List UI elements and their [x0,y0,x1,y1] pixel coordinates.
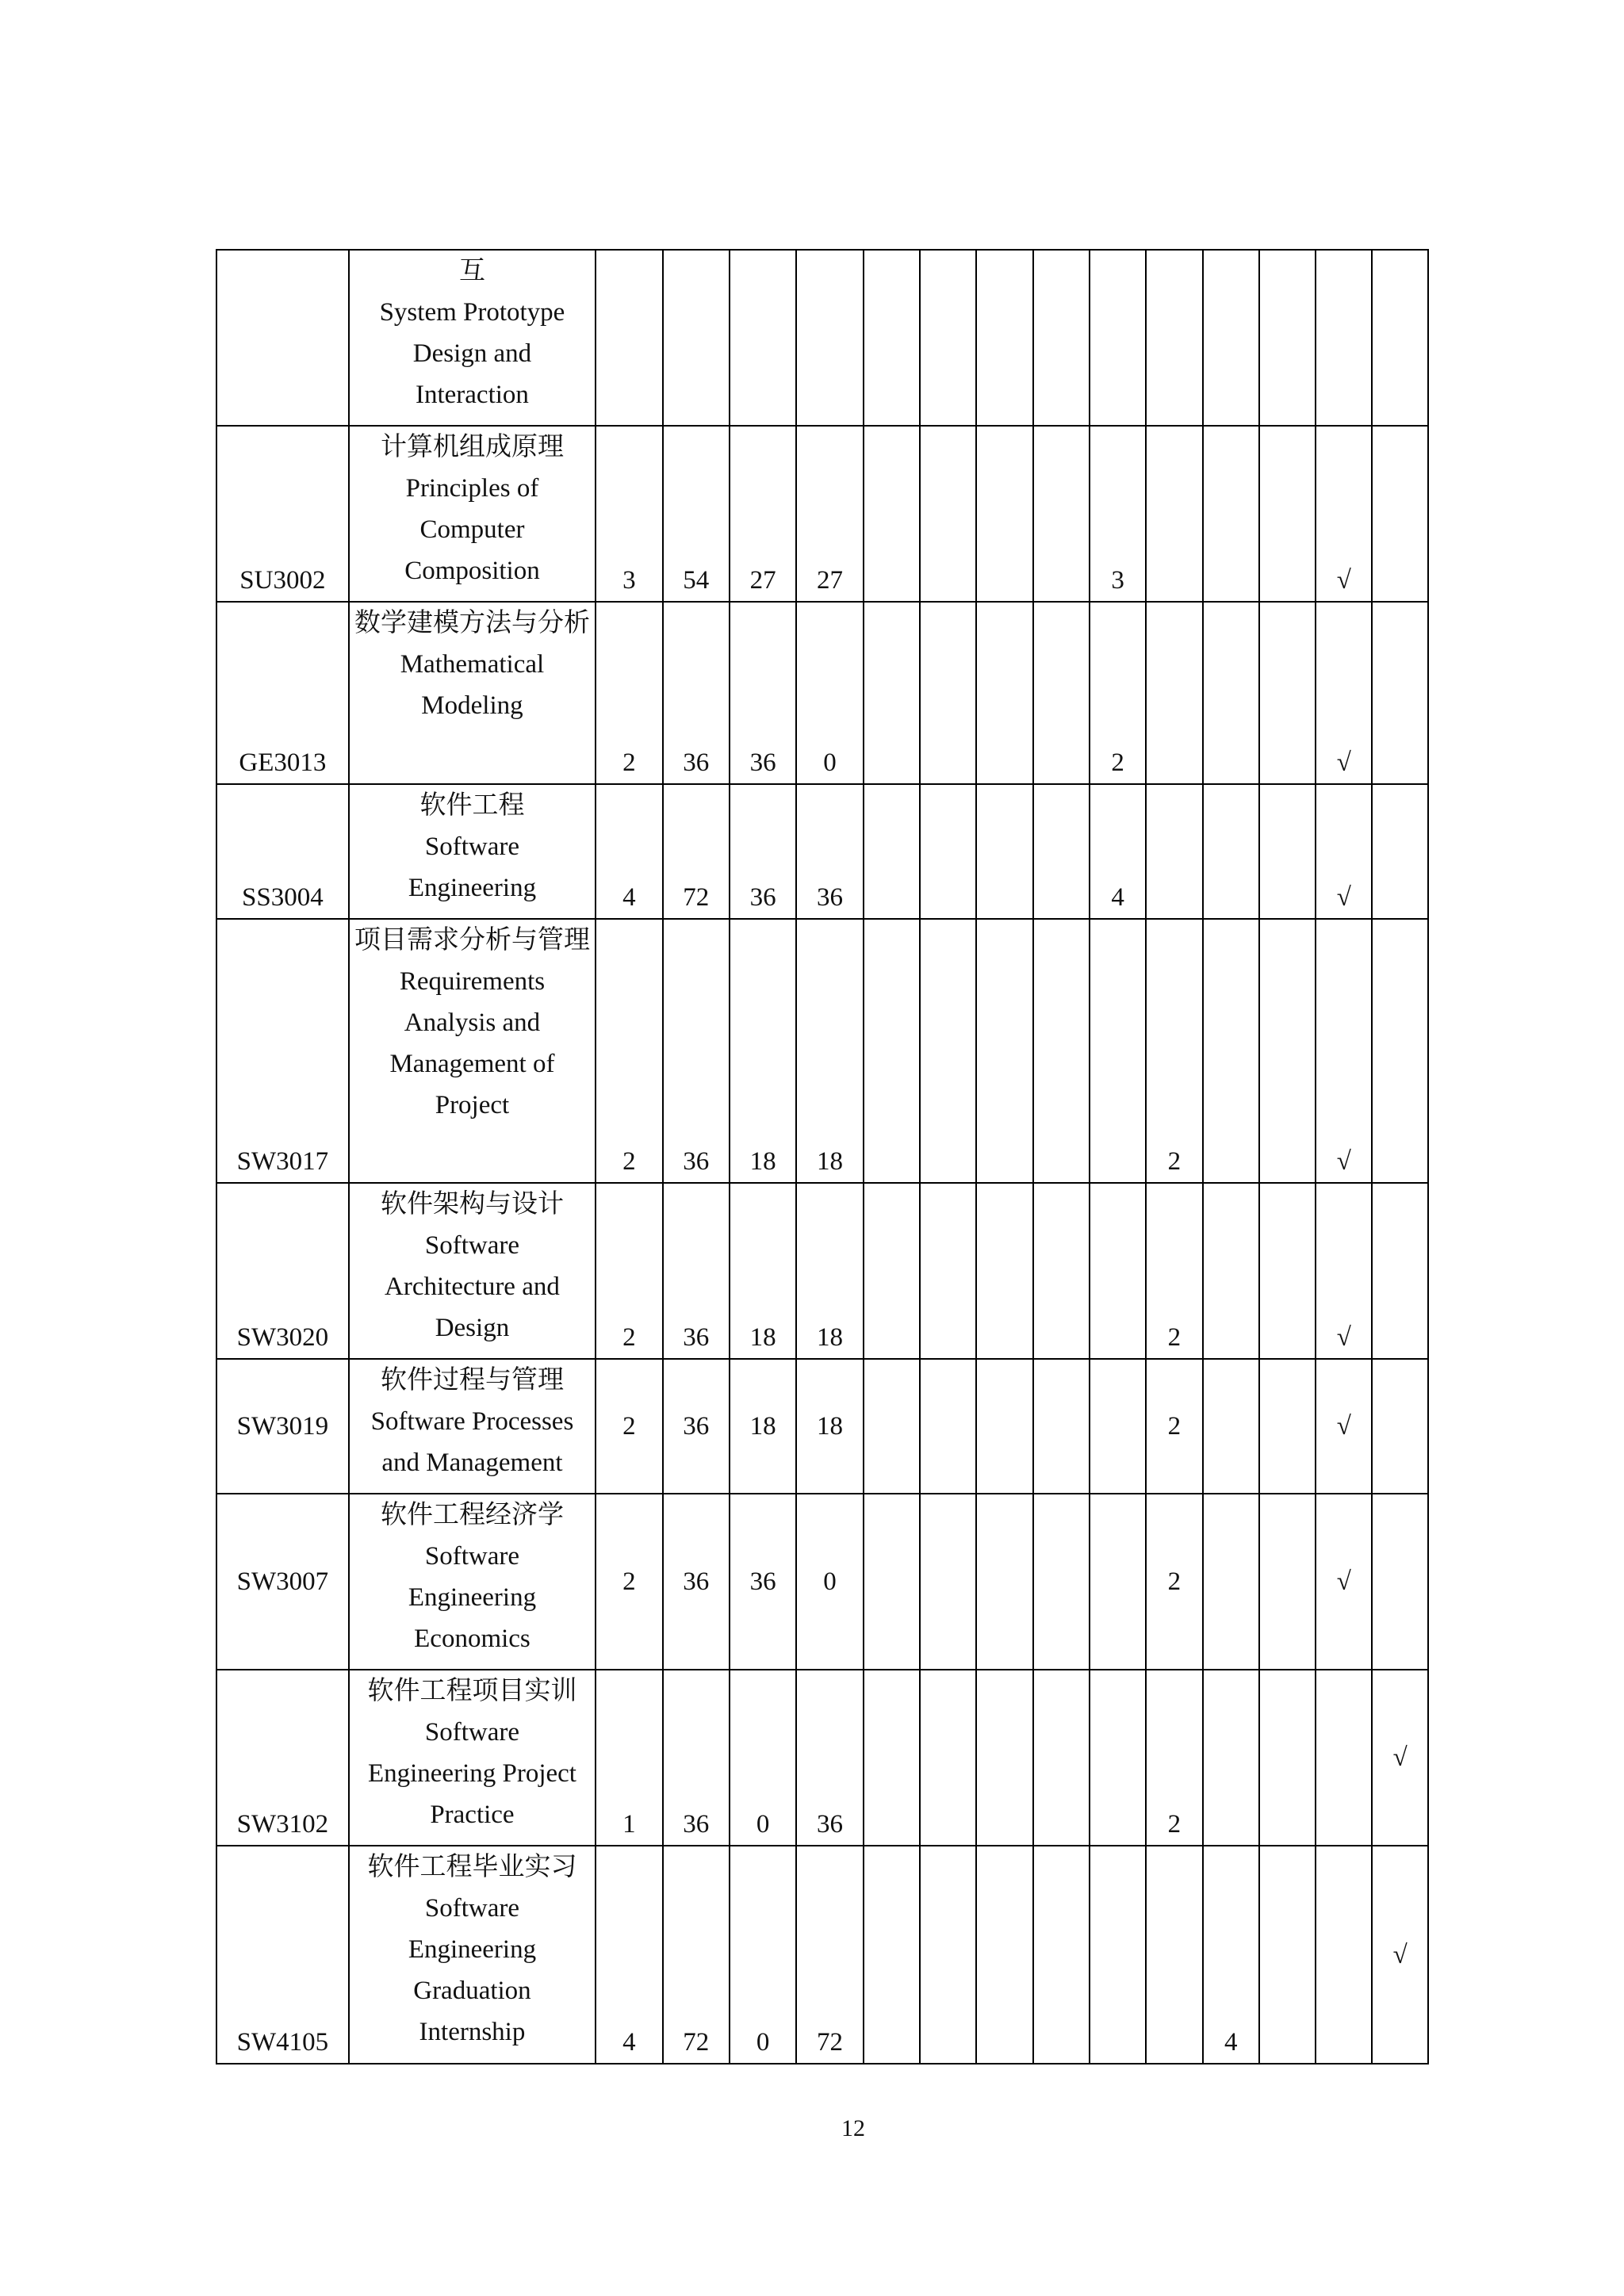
total-hours-cell [663,250,730,426]
check-mark-cell: √ [1372,1846,1428,2064]
course-code [216,250,349,426]
course-name-en: Software Engineering [408,832,537,902]
course-name [349,1183,596,1359]
practice-hours-cell: 18 [796,1359,863,1494]
semester-cell [1316,250,1372,426]
semester-cell [864,1359,920,1494]
check-mark-cell: √ [1316,1494,1372,1670]
semester-cell [1090,1846,1146,2064]
semester-cell [1372,784,1428,919]
semester-cell [1259,1494,1316,1670]
lecture-hours-cell: 0 [730,1846,796,2064]
total-hours-cell: 36 [663,602,730,784]
semester-cell [976,784,1032,919]
semester-cell [1316,1670,1372,1846]
semester-cell [1033,602,1090,784]
semester-cell [920,919,976,1183]
semester-cell [1146,250,1202,426]
semester-cell [864,1494,920,1670]
semester-cell [864,1183,920,1359]
semester-cell [976,1359,1032,1494]
semester-cell: 2 [1146,1670,1202,1846]
practice-hours-cell: 0 [796,602,863,784]
course-code: SW3017 [216,919,349,1183]
lecture-hours-cell: 18 [730,1183,796,1359]
check-mark-cell: √ [1316,919,1372,1183]
credits-cell: 2 [596,919,662,1183]
semester-cell [1146,602,1202,784]
lecture-hours-cell: 36 [730,602,796,784]
semester-cell [976,1670,1032,1846]
semester-cell [920,1494,976,1670]
course-name [349,602,596,784]
semester-cell [1203,1183,1259,1359]
table-row [216,1183,1428,1359]
semester-cell [1146,426,1202,602]
semester-cell: 2 [1146,1494,1202,1670]
semester-cell [1033,919,1090,1183]
semester-cell: 3 [1090,426,1146,602]
credits-cell: 4 [596,1846,662,2064]
check-mark-cell: √ [1316,1183,1372,1359]
course-name-cn: 互 [458,257,485,285]
table-row [216,919,1428,1183]
semester-cell [1090,919,1146,1183]
course-name-en: Software Processes and Management [370,1407,574,1477]
semester-cell [1259,602,1316,784]
semester-cell [1259,1670,1316,1846]
semester-cell [920,1846,976,2064]
course-name-cn: 软件过程与管理 [380,1366,564,1395]
semester-cell [864,919,920,1183]
course-name-en: Principles of Computer Composition [404,474,540,585]
course-name-cn: 软件工程毕业实习 [367,1853,577,1881]
course-code: SW3020 [216,1183,349,1359]
semester-cell [1203,602,1259,784]
credits-cell: 1 [596,1670,662,1846]
credits-cell: 2 [596,1183,662,1359]
semester-cell [920,602,976,784]
total-hours-cell: 36 [663,1670,730,1846]
semester-cell [1372,1494,1428,1670]
table-row [216,784,1428,919]
semester-cell [1033,1183,1090,1359]
course-name [349,1359,596,1494]
check-mark-cell: √ [1372,1670,1428,1846]
course-name-en: Software Architecture and Design [385,1231,560,1342]
table-row [216,1494,1428,1670]
semester-cell [976,426,1032,602]
course-name-en: Mathematical Modeling [400,650,545,720]
semester-cell [976,602,1032,784]
semester-cell [1203,1670,1259,1846]
lecture-hours-cell: 18 [730,919,796,1183]
semester-cell [1033,1670,1090,1846]
credits-cell: 2 [596,1494,662,1670]
table-row [216,1846,1428,2064]
total-hours-cell: 36 [663,1359,730,1494]
semester-cell [864,602,920,784]
page-number: 12 [841,2115,865,2141]
semester-cell [1203,919,1259,1183]
semester-cell [1033,250,1090,426]
course-code: SU3002 [216,426,349,602]
course-name-en: System Prototype Design and Interaction [379,298,565,409]
table-row [216,426,1428,602]
table-row [216,602,1428,784]
check-mark-cell: √ [1316,1359,1372,1494]
semester-cell [1203,1359,1259,1494]
semester-cell [976,919,1032,1183]
course-name [349,1494,596,1670]
semester-cell [920,1359,976,1494]
course-name-en: Requirements Analysis and Management of Project [389,967,555,1119]
semester-cell [1090,1183,1146,1359]
semester-cell [1033,1359,1090,1494]
lecture-hours-cell: 36 [730,1494,796,1670]
credits-cell: 3 [596,426,662,602]
course-name-cn: 计算机组成原理 [380,433,564,461]
semester-cell [920,1670,976,1846]
course-code: SS3004 [216,784,349,919]
practice-hours-cell: 0 [796,1494,863,1670]
practice-hours-cell: 72 [796,1846,863,2064]
credits-cell [596,250,662,426]
course-name [349,784,596,919]
course-name-cn: 软件工程经济学 [380,1501,564,1529]
semester-cell: 2 [1146,1183,1202,1359]
course-name [349,250,596,426]
semester-cell [1033,1846,1090,2064]
practice-hours-cell: 27 [796,426,863,602]
course-code: SW3019 [216,1359,349,1494]
course-code: SW3007 [216,1494,349,1670]
course-code: SW4105 [216,1846,349,2064]
course-name-cn: 数学建模方法与分析 [354,609,590,637]
course-code: GE3013 [216,602,349,784]
semester-cell [1033,1494,1090,1670]
check-mark-cell: √ [1316,426,1372,602]
semester-cell [976,1494,1032,1670]
total-hours-cell: 72 [663,784,730,919]
semester-cell [1259,1359,1316,1494]
semester-cell: 2 [1090,602,1146,784]
semester-cell [864,784,920,919]
semester-cell [920,1183,976,1359]
course-name-en: Software Engineering Economics [408,1542,537,1653]
course-name [349,426,596,602]
course-name [349,1670,596,1846]
semester-cell: 2 [1146,1359,1202,1494]
course-name-cn: 项目需求分析与管理 [354,926,590,955]
semester-cell [1259,250,1316,426]
credits-cell: 2 [596,602,662,784]
practice-hours-cell [796,250,863,426]
semester-cell [920,426,976,602]
semester-cell [1259,919,1316,1183]
course-name-en: Software Engineering Project Practice [367,1718,576,1829]
semester-cell [1259,784,1316,919]
semester-cell [1090,250,1146,426]
lecture-hours-cell [730,250,796,426]
semester-cell [1203,1494,1259,1670]
semester-cell [1033,784,1090,919]
semester-cell [1090,1670,1146,1846]
semester-cell [1146,784,1202,919]
semester-cell [1203,250,1259,426]
semester-cell [1316,1846,1372,2064]
semester-cell [976,1183,1032,1359]
semester-cell [1372,426,1428,602]
semester-cell [976,1846,1032,2064]
total-hours-cell: 36 [663,1494,730,1670]
check-mark-cell: √ [1316,784,1372,919]
check-mark-cell: √ [1316,602,1372,784]
practice-hours-cell: 36 [796,784,863,919]
semester-cell [864,426,920,602]
credits-cell: 4 [596,784,662,919]
lecture-hours-cell: 27 [730,426,796,602]
semester-cell [1259,426,1316,602]
table-row [216,1670,1428,1846]
total-hours-cell: 36 [663,919,730,1183]
total-hours-cell: 36 [663,1183,730,1359]
lecture-hours-cell: 0 [730,1670,796,1846]
course-name-cn: 软件架构与设计 [380,1190,564,1219]
semester-cell [1203,784,1259,919]
semester-cell [976,250,1032,426]
semester-cell [1372,250,1428,426]
practice-hours-cell: 18 [796,919,863,1183]
semester-cell [1372,919,1428,1183]
lecture-hours-cell: 18 [730,1359,796,1494]
semester-cell [1259,1846,1316,2064]
total-hours-cell: 54 [663,426,730,602]
semester-cell [920,784,976,919]
semester-cell [864,1670,920,1846]
semester-cell [1203,426,1259,602]
semester-cell [1372,1183,1428,1359]
course-name-en: Software Engineering Graduation Internship [408,1894,537,2046]
semester-cell: 4 [1203,1846,1259,2064]
semester-cell [1090,1359,1146,1494]
semester-cell [1372,602,1428,784]
semester-cell: 4 [1090,784,1146,919]
semester-cell [864,250,920,426]
table-row [216,250,1428,426]
semester-cell [1372,1359,1428,1494]
course-name [349,919,596,1183]
course-name-cn: 软件工程项目实训 [367,1677,577,1705]
course-name-cn: 软件工程 [419,791,525,820]
semester-cell [920,250,976,426]
credits-cell: 2 [596,1359,662,1494]
total-hours-cell: 72 [663,1846,730,2064]
semester-cell: 2 [1146,919,1202,1183]
practice-hours-cell: 18 [796,1183,863,1359]
semester-cell [1033,426,1090,602]
course-table [216,249,1429,2064]
table-row [216,1359,1428,1494]
semester-cell [1146,1846,1202,2064]
course-code: SW3102 [216,1670,349,1846]
semester-cell [1259,1183,1316,1359]
practice-hours-cell: 36 [796,1670,863,1846]
semester-cell [1090,1494,1146,1670]
semester-cell [864,1846,920,2064]
course-name [349,1846,596,2064]
lecture-hours-cell: 36 [730,784,796,919]
